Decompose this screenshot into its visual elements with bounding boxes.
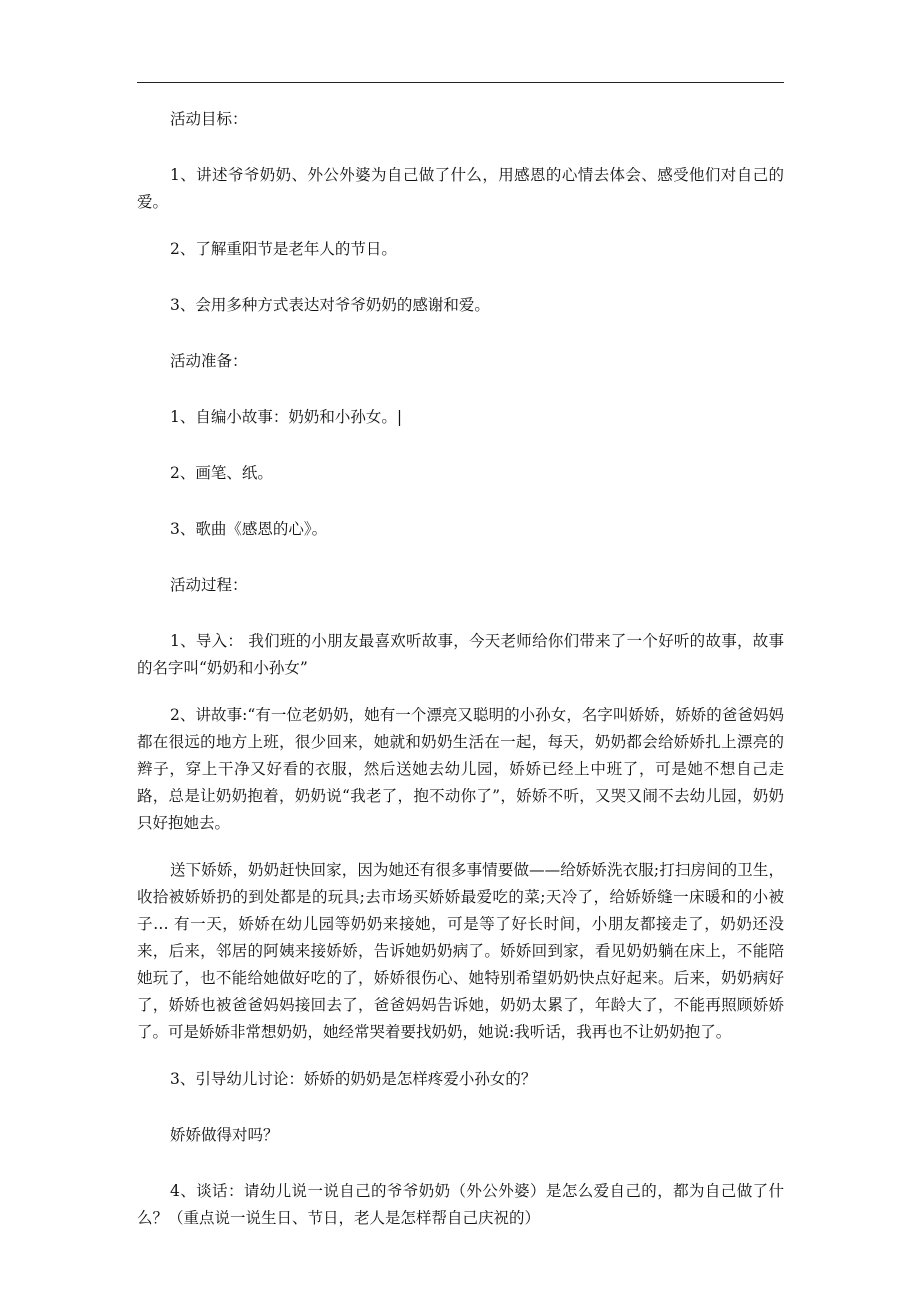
story-continued: 送下娇娇，奶奶赶快回家，因为她还有很多事情要做——给娇娇洗衣服;打扫房间的卫生，收拾被娇娇扔的到处都是的玩具;去市场买娇娇最爱吃的菜;天冷了，给娇娇缝一床暖和的小被子… 有一天，娇娇在幼儿园等奶奶来接她，可是等了好长时间，小朋友都接走了，奶奶还没来，后来，邻居的阿姨来接娇娇，告诉她奶奶病了。娇娇回到家，看见奶奶躺在床上，不能陪她玩了，也不能给她做好吃的了，娇娇很伤心、她特别希望奶奶快点好起来。后来，奶奶病好了，娇娇也被爸爸妈妈接回去了，爸爸妈妈告诉她，奶奶太累了，年龄大了，不能再照顾娇娇了。可是娇娇非常想奶奶，她经常哭着要找奶奶，她说:我听话，我再也不让奶奶抱了。 xyxy=(137,861,784,1041)
heading-preparation: 活动准备： xyxy=(170,352,248,370)
process-step-3: 3、引导幼儿讨论：娇娇的奶奶是怎样疼爱小孙女的？ xyxy=(170,1070,537,1088)
process-step-1: 1、导入： 我们班的小朋友最喜欢听故事，今天老师给你们带来了一个好听的故事，故事的名字叫“奶奶和小孙女” xyxy=(137,632,784,677)
heading-goals: 活动目标： xyxy=(170,110,248,128)
process-step-2: 2、讲故事:“有一位老奶奶，她有一个漂亮又聪明的小孙女，名字叫娇娇，娇娇的爸爸妈妈都在很远的地方上班，很少回来，她就和奶奶生活在一起，每天，奶奶都会给娇娇扎上漂亮的辫子，穿上干净又好看的衣服，然后送她去幼儿园，娇娇已经上中班了，可是她不想自己走路，总是让奶奶抱着，奶奶说“我老了，抱不动你了”，娇娇不听，又哭又闹不去幼儿园，奶奶只好抱她去。 xyxy=(137,706,784,832)
document-body xyxy=(137,106,784,1232)
goal-item-3: 3、会用多种方式表达对爷爷奶奶的感谢和爱。 xyxy=(170,296,490,314)
goal-item-1: 1、讲述爷爷奶奶、外公外婆为自己做了什么，用感恩的心情去体会、感受他们对自己的爱。 xyxy=(137,166,784,211)
heading-process: 活动过程： xyxy=(170,576,248,594)
header-rule xyxy=(137,82,784,83)
prep-item-3: 3、歌曲《感恩的心》。 xyxy=(170,520,328,538)
prep-item-2: 2、画笔、纸。 xyxy=(170,464,273,482)
discussion-question: 娇娇做得对吗？ xyxy=(170,1126,279,1144)
prep-item-1: 1、自编小故事：奶奶和小孙女。| xyxy=(170,408,403,426)
goal-item-2: 2、了解重阳节是老年人的节日。 xyxy=(170,240,397,258)
process-step-4: 4、谈话：请幼儿说一说自己的爷爷奶奶（外公外婆）是怎么爱自己的，都为自己做了什么？（重点说一说生日、节日，老人是怎样帮自己庆祝的） xyxy=(137,1182,784,1227)
